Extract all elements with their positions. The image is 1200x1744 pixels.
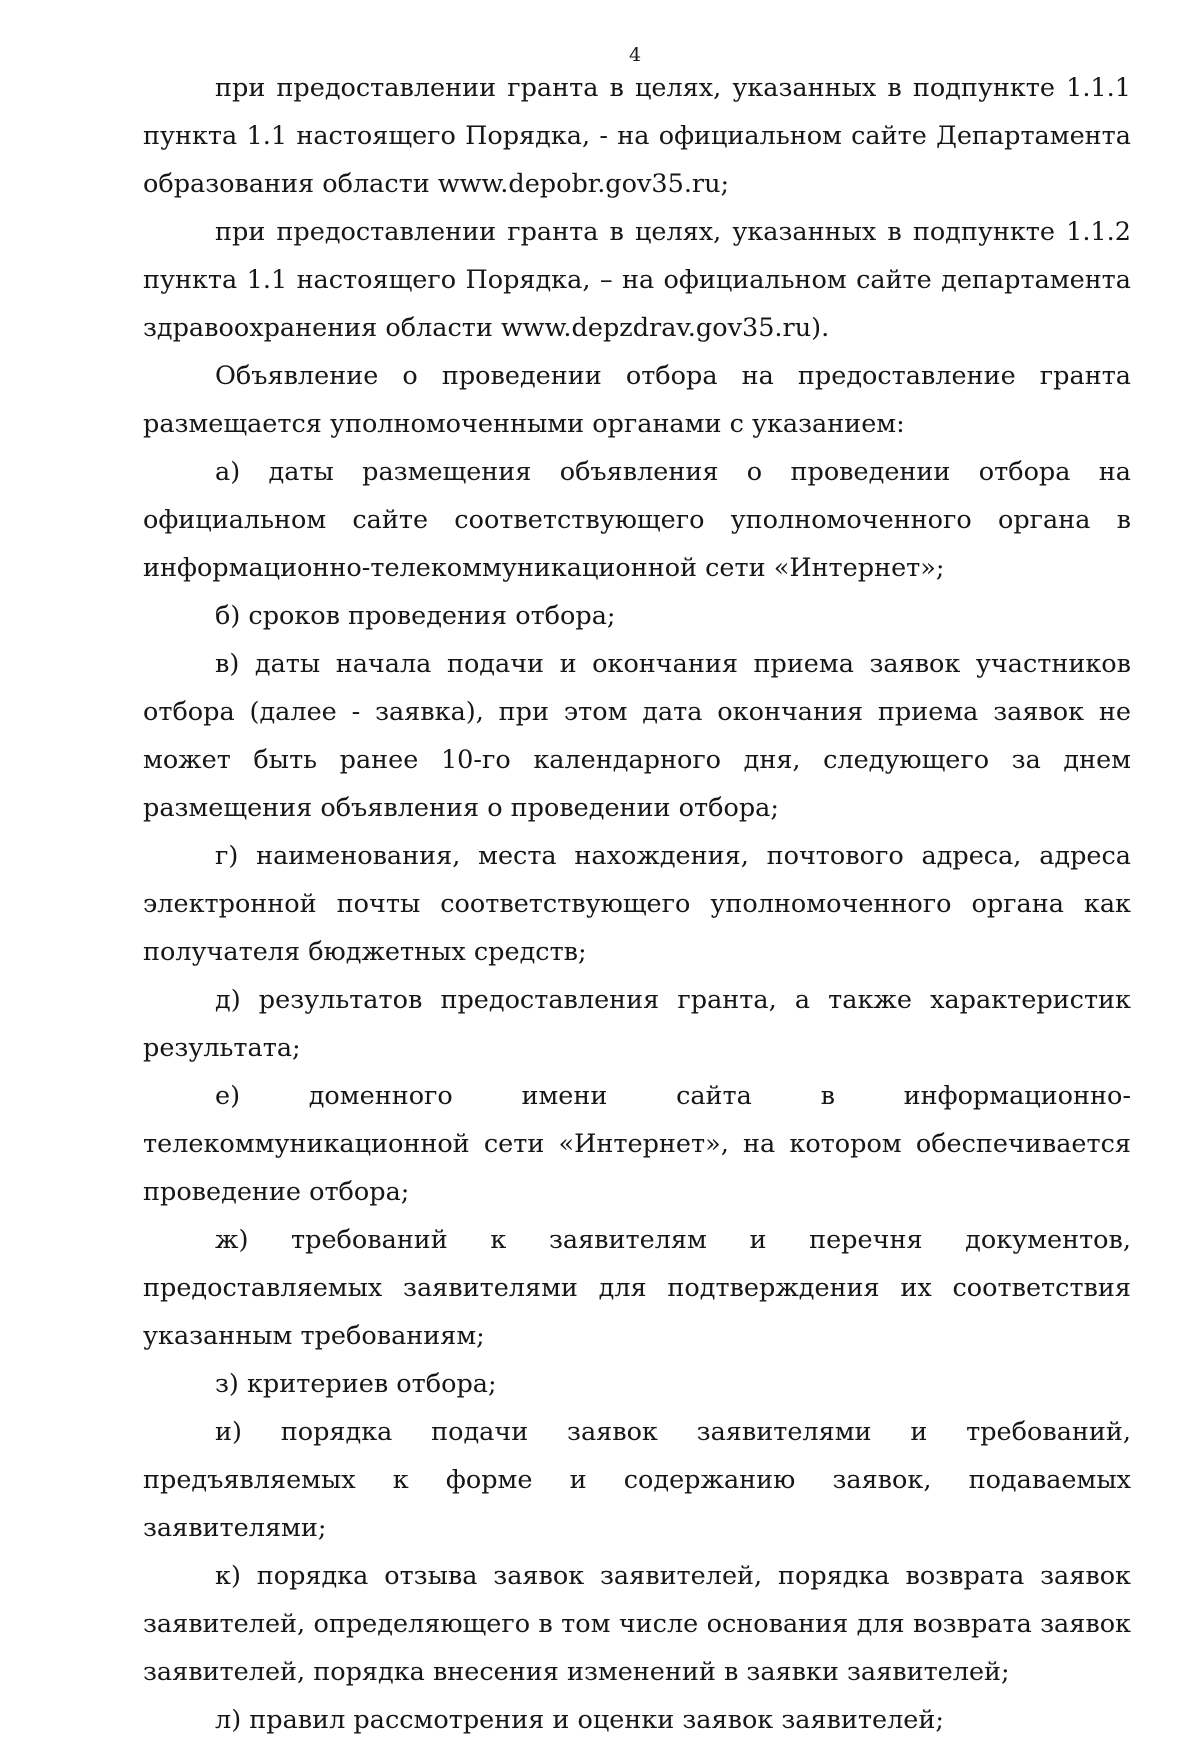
paragraph-grant-education-site: при предоставлении гранта в целях, указанных в подпункте 1.1.1 пункта 1.1 настоящего Порядка, - на официальном сайте Департамента образования области www.depobr.gov35.ru; (143, 73, 1131, 199)
paragraph-announcement-intro: Объявление о проведении отбора на предоставление гранта размещается уполномоченными органами с указанием: (143, 361, 1131, 439)
list-item-a: а) даты размещения объявления о проведении отбора на официальном сайте соответствующего уполномоченного органа в информационно-телекоммуникационной сети «Интернет»; (143, 457, 1131, 583)
list-item-e: е) доменного имени сайта в информационно-телекоммуникационной сети «Интернет», на котором обеспечивается проведение отбора; (143, 1081, 1131, 1207)
list-item-v: в) даты начала подачи и окончания приема заявок участников отбора (далее - заявка), при этом дата окончания приема заявок не может быть ранее 10-го календарного дня, следующего за днем размещения объявления о проведении отбора; (143, 649, 1131, 823)
list-item-g: г) наименования, места нахождения, почтового адреса, адреса электронной почты соответствующего уполномоченного органа как получателя бюджетных средств; (143, 841, 1131, 967)
paragraph-grant-health-site: при предоставлении гранта в целях, указанных в подпункте 1.1.2 пункта 1.1 настоящего Порядка, – на официальном сайте департамента здравоохранения области www.depzdrav.gov35.ru). (143, 217, 1131, 343)
page-number: 4 (628, 44, 642, 66)
list-item-i: и) порядка подачи заявок заявителями и требований, предъявляемых к форме и содержанию заявок, подаваемых заявителями; (143, 1417, 1131, 1543)
list-item-zh: ж) требований к заявителям и перечня документов, предоставляемых заявителями для подтверждения их соответствия указанным требованиям; (143, 1225, 1131, 1351)
list-item-k: к) порядка отзыва заявок заявителей, порядка возврата заявок заявителей, определяющего в том числе основания для возврата заявок заявителей, порядка внесения изменений в заявки заявителей; (143, 1561, 1131, 1687)
list-item-l: л) правил рассмотрения и оценки заявок заявителей; (215, 1705, 944, 1735)
list-item-d: д) результатов предоставления гранта, а также характеристик результата; (143, 985, 1131, 1063)
list-item-z: з) критериев отбора; (215, 1369, 497, 1399)
list-item-b: б) сроков проведения отбора; (215, 601, 616, 631)
document-body (143, 64, 1131, 1744)
